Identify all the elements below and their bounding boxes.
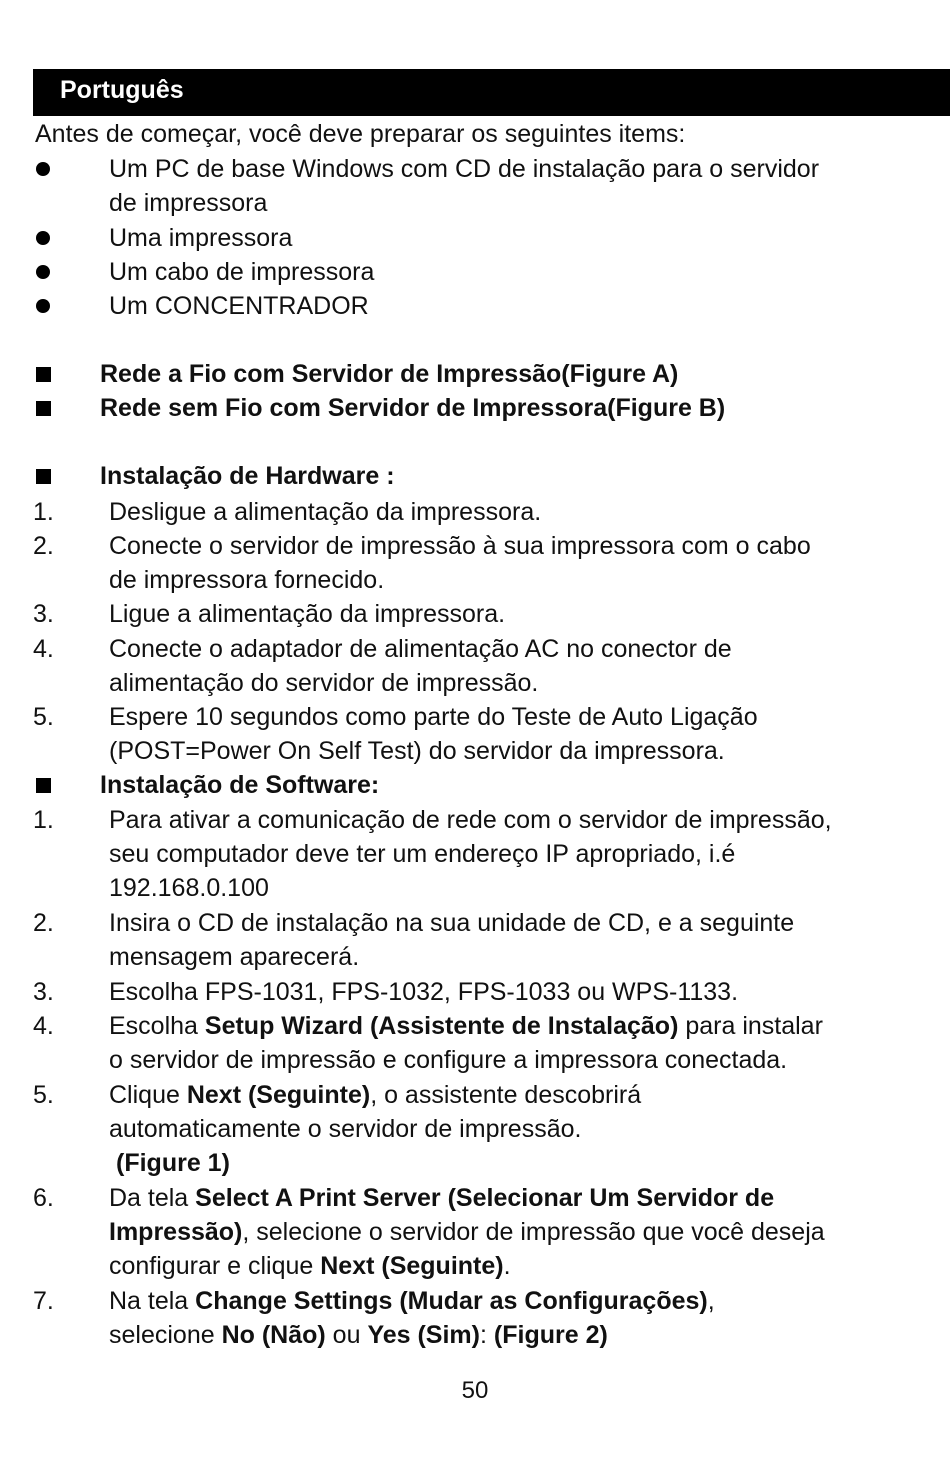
text-run: para instalar — [678, 1012, 823, 1040]
section-software: Instalação de Software: — [100, 771, 380, 799]
text-run: Na tela — [109, 1287, 196, 1315]
software-step-4-line1 — [109, 1009, 823, 1043]
next-label: Next (Seguinte) — [186, 1081, 371, 1109]
step-number: 5. — [33, 703, 54, 731]
bullet-item-4: Um CONCENTRADOR — [109, 292, 369, 320]
software-step-5-line1 — [109, 1078, 641, 1112]
software-step-2-line2: mensagem aparecerá. — [109, 943, 360, 971]
select-print-server-label: Select A Print Server (Selecionar Um Servidor de — [195, 1184, 775, 1212]
hardware-step-2-line2: de impressora fornecido. — [109, 566, 385, 594]
figure-2-ref: (Figure 2) — [493, 1321, 608, 1349]
intro-text: Antes de começar, você deve preparar os seguintes items: — [35, 120, 686, 148]
bullet-item-3: Um cabo de impressora — [109, 258, 375, 286]
text-run: Clique — [109, 1081, 187, 1109]
bullet-item-1-line2: de impressora — [109, 189, 268, 217]
section-wired: Rede a Fio com Servidor de Impressão(Figure A) — [100, 360, 679, 388]
square-bullet-icon — [36, 469, 51, 484]
step-number: 2. — [33, 532, 54, 560]
step-number: 1. — [33, 498, 54, 526]
text-run: Escolha — [109, 1012, 205, 1040]
text-run: , — [707, 1287, 715, 1315]
bullet-icon — [36, 265, 50, 279]
software-step-6-line2 — [109, 1215, 825, 1249]
software-step-7-line1 — [109, 1284, 715, 1318]
figure-1-ref: (Figure 1) — [116, 1149, 230, 1177]
setup-wizard-label: Setup Wizard (Assistente de Instalação) — [204, 1012, 679, 1040]
hardware-step-5-line2: (POST=Power On Self Test) do servidor da impressora. — [109, 737, 725, 765]
yes-option-label: Yes (Sim) — [367, 1321, 480, 1349]
software-step-6-line1 — [109, 1181, 774, 1215]
bullet-item-2: Uma impressora — [109, 224, 293, 252]
step-number: 3. — [33, 600, 54, 628]
text-run: . — [503, 1252, 511, 1280]
bullet-icon — [36, 162, 50, 176]
select-print-server-label-cont: Impressão) — [109, 1218, 243, 1246]
software-step-1-line3: 192.168.0.100 — [109, 874, 269, 902]
step-number: 7. — [33, 1287, 54, 1315]
hardware-step-4-line2: alimentação do servidor de impressão. — [109, 669, 539, 697]
no-option-label: No (Não) — [221, 1321, 326, 1349]
hardware-step-5-line1: Espere 10 segundos como parte do Teste de Auto Ligação — [109, 703, 758, 731]
software-step-3: Escolha FPS-1031, FPS-1032, FPS-1033 ou WPS-1133. — [109, 978, 739, 1006]
text-run: , o assistente descobrirá — [370, 1081, 642, 1109]
software-step-5-line2: automaticamente o servidor de impressão. — [109, 1115, 582, 1143]
hardware-step-3: Ligue a alimentação da impressora. — [109, 600, 506, 628]
text-run: ou — [325, 1321, 368, 1349]
step-number: 1. — [33, 806, 54, 834]
language-title: Português — [60, 76, 184, 104]
text-run: , selecione o servidor de impressão que você deseja — [242, 1218, 825, 1246]
change-settings-label: Change Settings (Mudar as Configurações) — [195, 1287, 708, 1315]
hardware-step-2-line1: Conecte o servidor de impressão à sua impressora com o cabo — [109, 532, 811, 560]
square-bullet-icon — [36, 401, 51, 416]
step-number: 5. — [33, 1081, 54, 1109]
software-step-1-line2: seu computador deve ter um endereço IP apropriado, i.é — [109, 840, 736, 868]
square-bullet-icon — [36, 367, 51, 382]
text-run: Da tela — [109, 1184, 196, 1212]
software-step-2-line1: Insira o CD de instalação na sua unidade de CD, e a seguinte — [109, 909, 795, 937]
hardware-step-4-line1: Conecte o adaptador de alimentação AC no conector de — [109, 635, 732, 663]
text-run: : — [480, 1321, 494, 1349]
software-step-1-line1: Para ativar a comunicação de rede com o servidor de impressão, — [109, 806, 832, 834]
bullet-item-1-line1: Um PC de base Windows com CD de instalação para o servidor — [109, 155, 820, 183]
text-run: selecione — [109, 1321, 222, 1349]
software-step-7-line2 — [109, 1318, 608, 1352]
step-number: 6. — [33, 1184, 54, 1212]
page-number: 50 — [461, 1377, 489, 1404]
language-header-bar — [33, 69, 950, 116]
square-bullet-icon — [36, 778, 51, 793]
step-number: 2. — [33, 909, 54, 937]
step-number: 4. — [33, 1012, 54, 1040]
section-wireless: Rede sem Fio com Servidor de Impressora(Figure B) — [100, 394, 726, 422]
bullet-icon — [36, 299, 50, 313]
step-number: 3. — [33, 978, 54, 1006]
text-run: configurar e clique — [109, 1252, 321, 1280]
next-label: Next (Seguinte) — [320, 1252, 504, 1280]
step-number: 4. — [33, 635, 54, 663]
software-step-6-line3 — [109, 1249, 511, 1283]
section-hardware: Instalação de Hardware : — [100, 462, 395, 490]
software-step-4-line2: o servidor de impressão e configure a impressora conectada. — [109, 1046, 788, 1074]
bullet-icon — [36, 231, 50, 245]
hardware-step-1: Desligue a alimentação da impressora. — [109, 498, 542, 526]
